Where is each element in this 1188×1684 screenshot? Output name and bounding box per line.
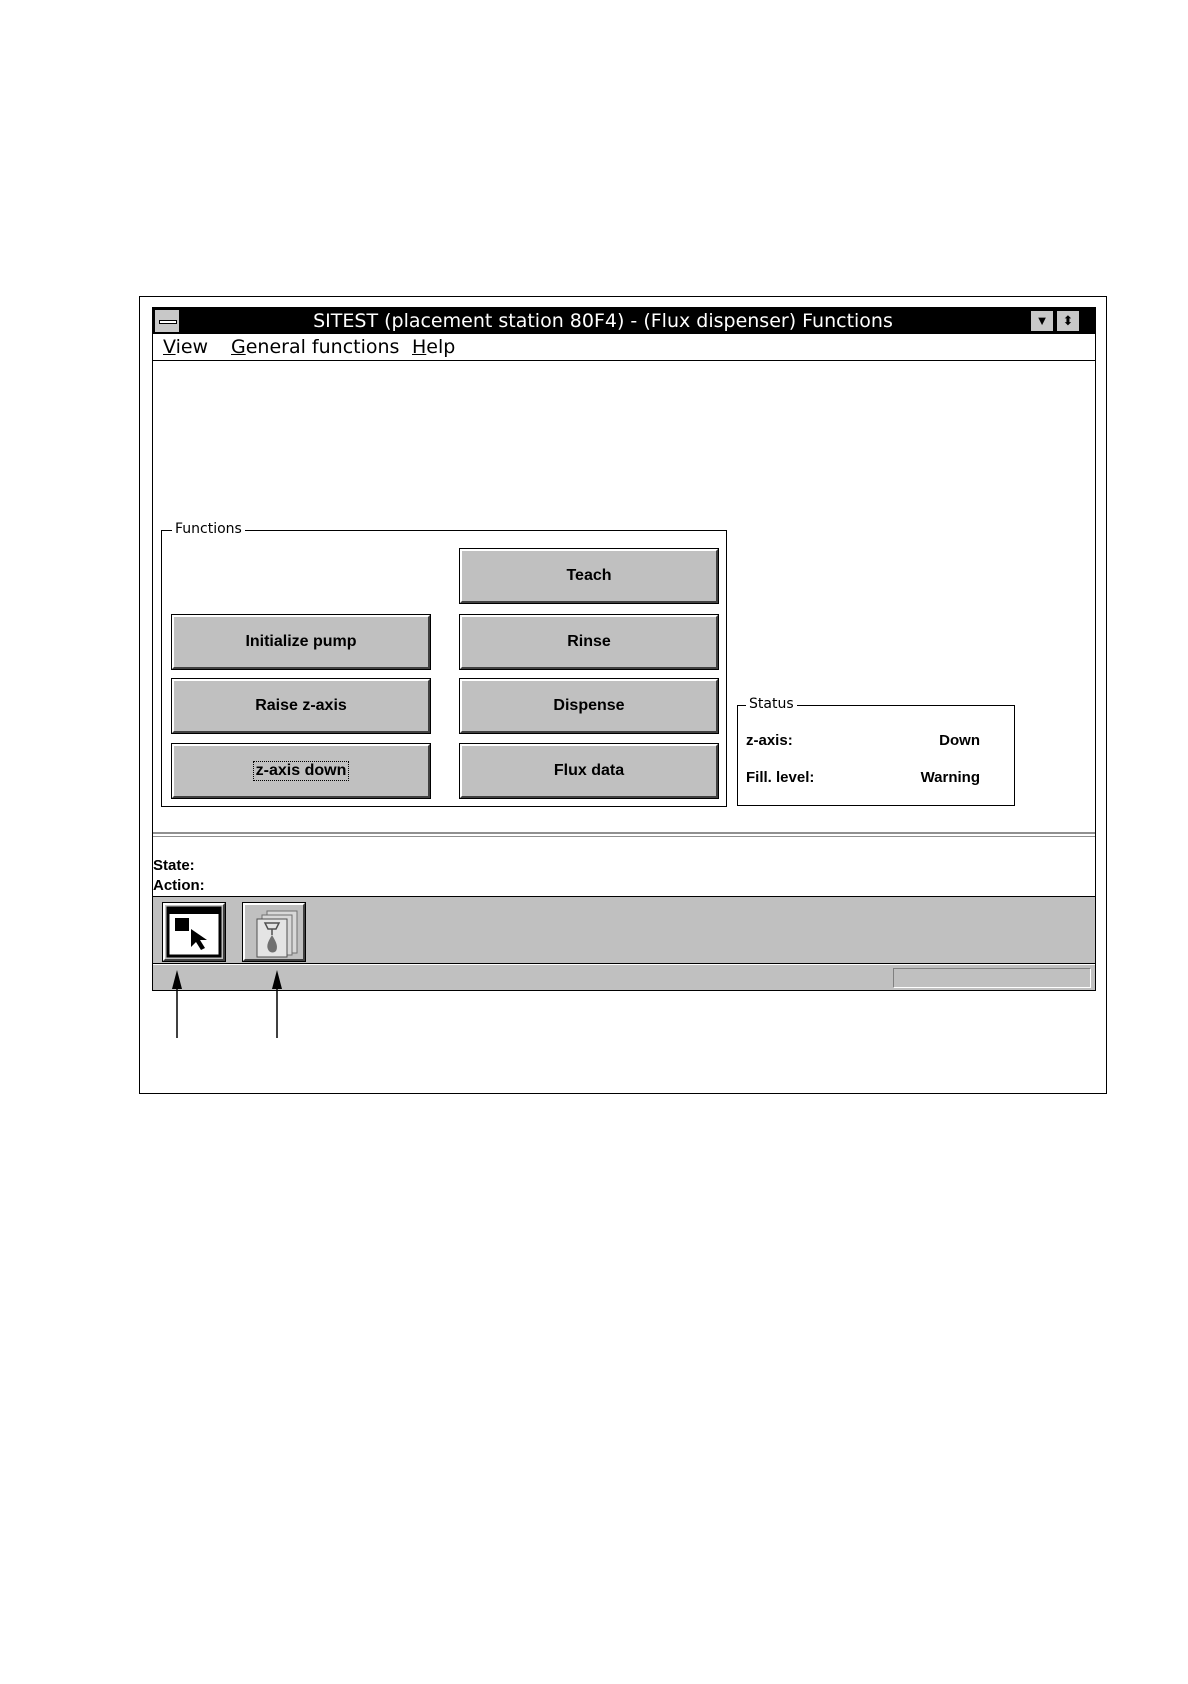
triangle-down-icon: ▼ [1035, 313, 1049, 328]
menu-help-mnemonic: H [412, 336, 427, 358]
menu-general-functions-label: eneral functions [245, 336, 400, 358]
window-title: SITEST (placement station 80F4) - (Flux dispenser) Functions [313, 310, 893, 332]
dispense-button-label: Dispense [553, 697, 625, 714]
raise-z-axis-button-label: Raise z-axis [255, 697, 347, 714]
callout-arrow-select-mode [172, 970, 182, 1038]
rinse-button-label: Rinse [567, 633, 611, 650]
menu-view-mnemonic: V [163, 336, 176, 358]
z-axis-down-button-label: z-axis down [253, 761, 350, 781]
status-z-axis-label: z-axis: [746, 732, 793, 749]
menu-help-label: elp [426, 336, 456, 358]
initialize-pump-button-label: Initialize pump [245, 633, 357, 650]
status-z-axis-value: Down [939, 732, 980, 749]
menu-view-label: iew [175, 336, 209, 358]
status-group-label: Status [746, 696, 797, 712]
up-down-arrow-icon: ⬍ [1062, 313, 1074, 328]
callout-arrow-flux-dispenser-mode [272, 970, 282, 1038]
action-label: Action: [153, 877, 205, 894]
status-fill-level-value: Warning [920, 769, 980, 786]
teach-button-label: Teach [566, 567, 612, 584]
functions-group-label: Functions [172, 521, 245, 537]
menu-general-functions-mnemonic: G [231, 336, 246, 358]
state-label: State: [153, 857, 195, 874]
flux-data-button-label: Flux data [553, 762, 625, 779]
status-fill-level-label: Fill. level: [746, 769, 815, 786]
